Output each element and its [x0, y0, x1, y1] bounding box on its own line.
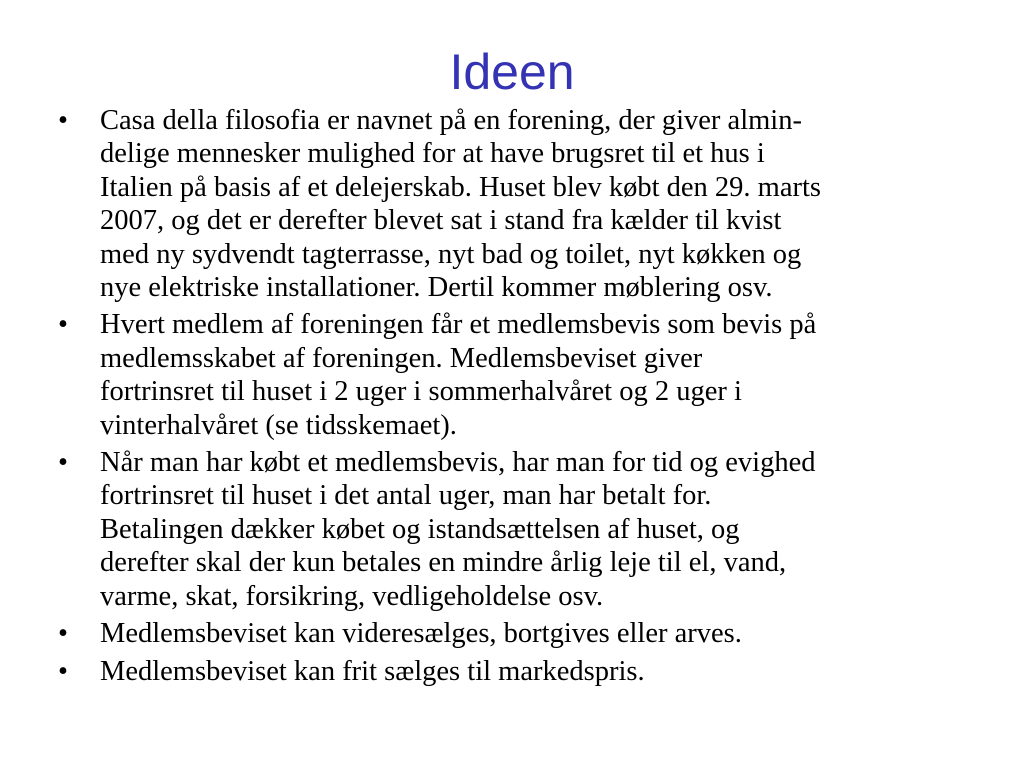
bullet-text-line: fortrinsret til huset i det antal uger, man har betalt for.: [100, 480, 712, 512]
bullet-text-line: Italien på basis af et delejerskab. Huset blev købt den 29. marts: [100, 171, 821, 203]
bullet-text-line: Når man har købt et medlemsbevis, har man for tid og evighed: [100, 447, 816, 479]
bullet-text-line: Betalingen dækker købet og istandsættelsen af huset, og: [100, 513, 740, 545]
bullet-icon: •: [58, 655, 68, 687]
bullet-text-line: med ny sydvendt tagterrasse, nyt bad og toilet, nyt køkken og: [100, 238, 802, 270]
bullet-icon: •: [58, 618, 68, 650]
bullet-text-line: medlemsskabet af foreningen. Medlemsbeviset giver: [100, 342, 703, 374]
bullet-item: [58, 104, 973, 304]
bullet-text-line: vinterhalvåret (se tidsskemaet).: [100, 409, 457, 441]
bullet-icon: •: [58, 105, 68, 136]
bullet-icon: •: [58, 309, 68, 341]
bullet-text-line: nye elektriske installationer. Dertil kommer møblering osv.: [100, 272, 773, 304]
bullet-text-line: derefter skal der kun betales en mindre årlig leje til el, vand,: [100, 547, 787, 579]
bullet-item: [58, 308, 973, 442]
bullet-item: [58, 617, 973, 650]
bullet-item: [58, 446, 973, 613]
bullet-text-line: delige mennesker mulighed for at have brugsret til et hus i: [100, 138, 765, 170]
bullet-icon: •: [58, 447, 68, 479]
bullet-text-line: varme, skat, forsikring, vedligeholdelse osv.: [100, 580, 604, 612]
bullet-item: [58, 655, 973, 688]
bullet-text-line: Medlemsbeviset kan frit sælges til markedspris.: [100, 655, 645, 687]
slide-title: Ideen: [449, 44, 575, 100]
bullet-text-line: 2007, og det er derefter blevet sat i stand fra kælder til kvist: [100, 205, 782, 237]
bullet-text-line: Casa della filosofia er navnet på en forening, der giver almin-: [100, 105, 802, 136]
bullet-text-line: Medlemsbeviset kan videresælges, bortgives eller arves.: [100, 618, 742, 650]
bullet-text-line: Hvert medlem af foreningen får et medlemsbevis som bevis på: [100, 309, 817, 341]
bullet-text-line: fortrinsret til huset i 2 uger i sommerhalvåret og 2 uger i: [100, 376, 742, 408]
bullet-list: [58, 104, 973, 692]
